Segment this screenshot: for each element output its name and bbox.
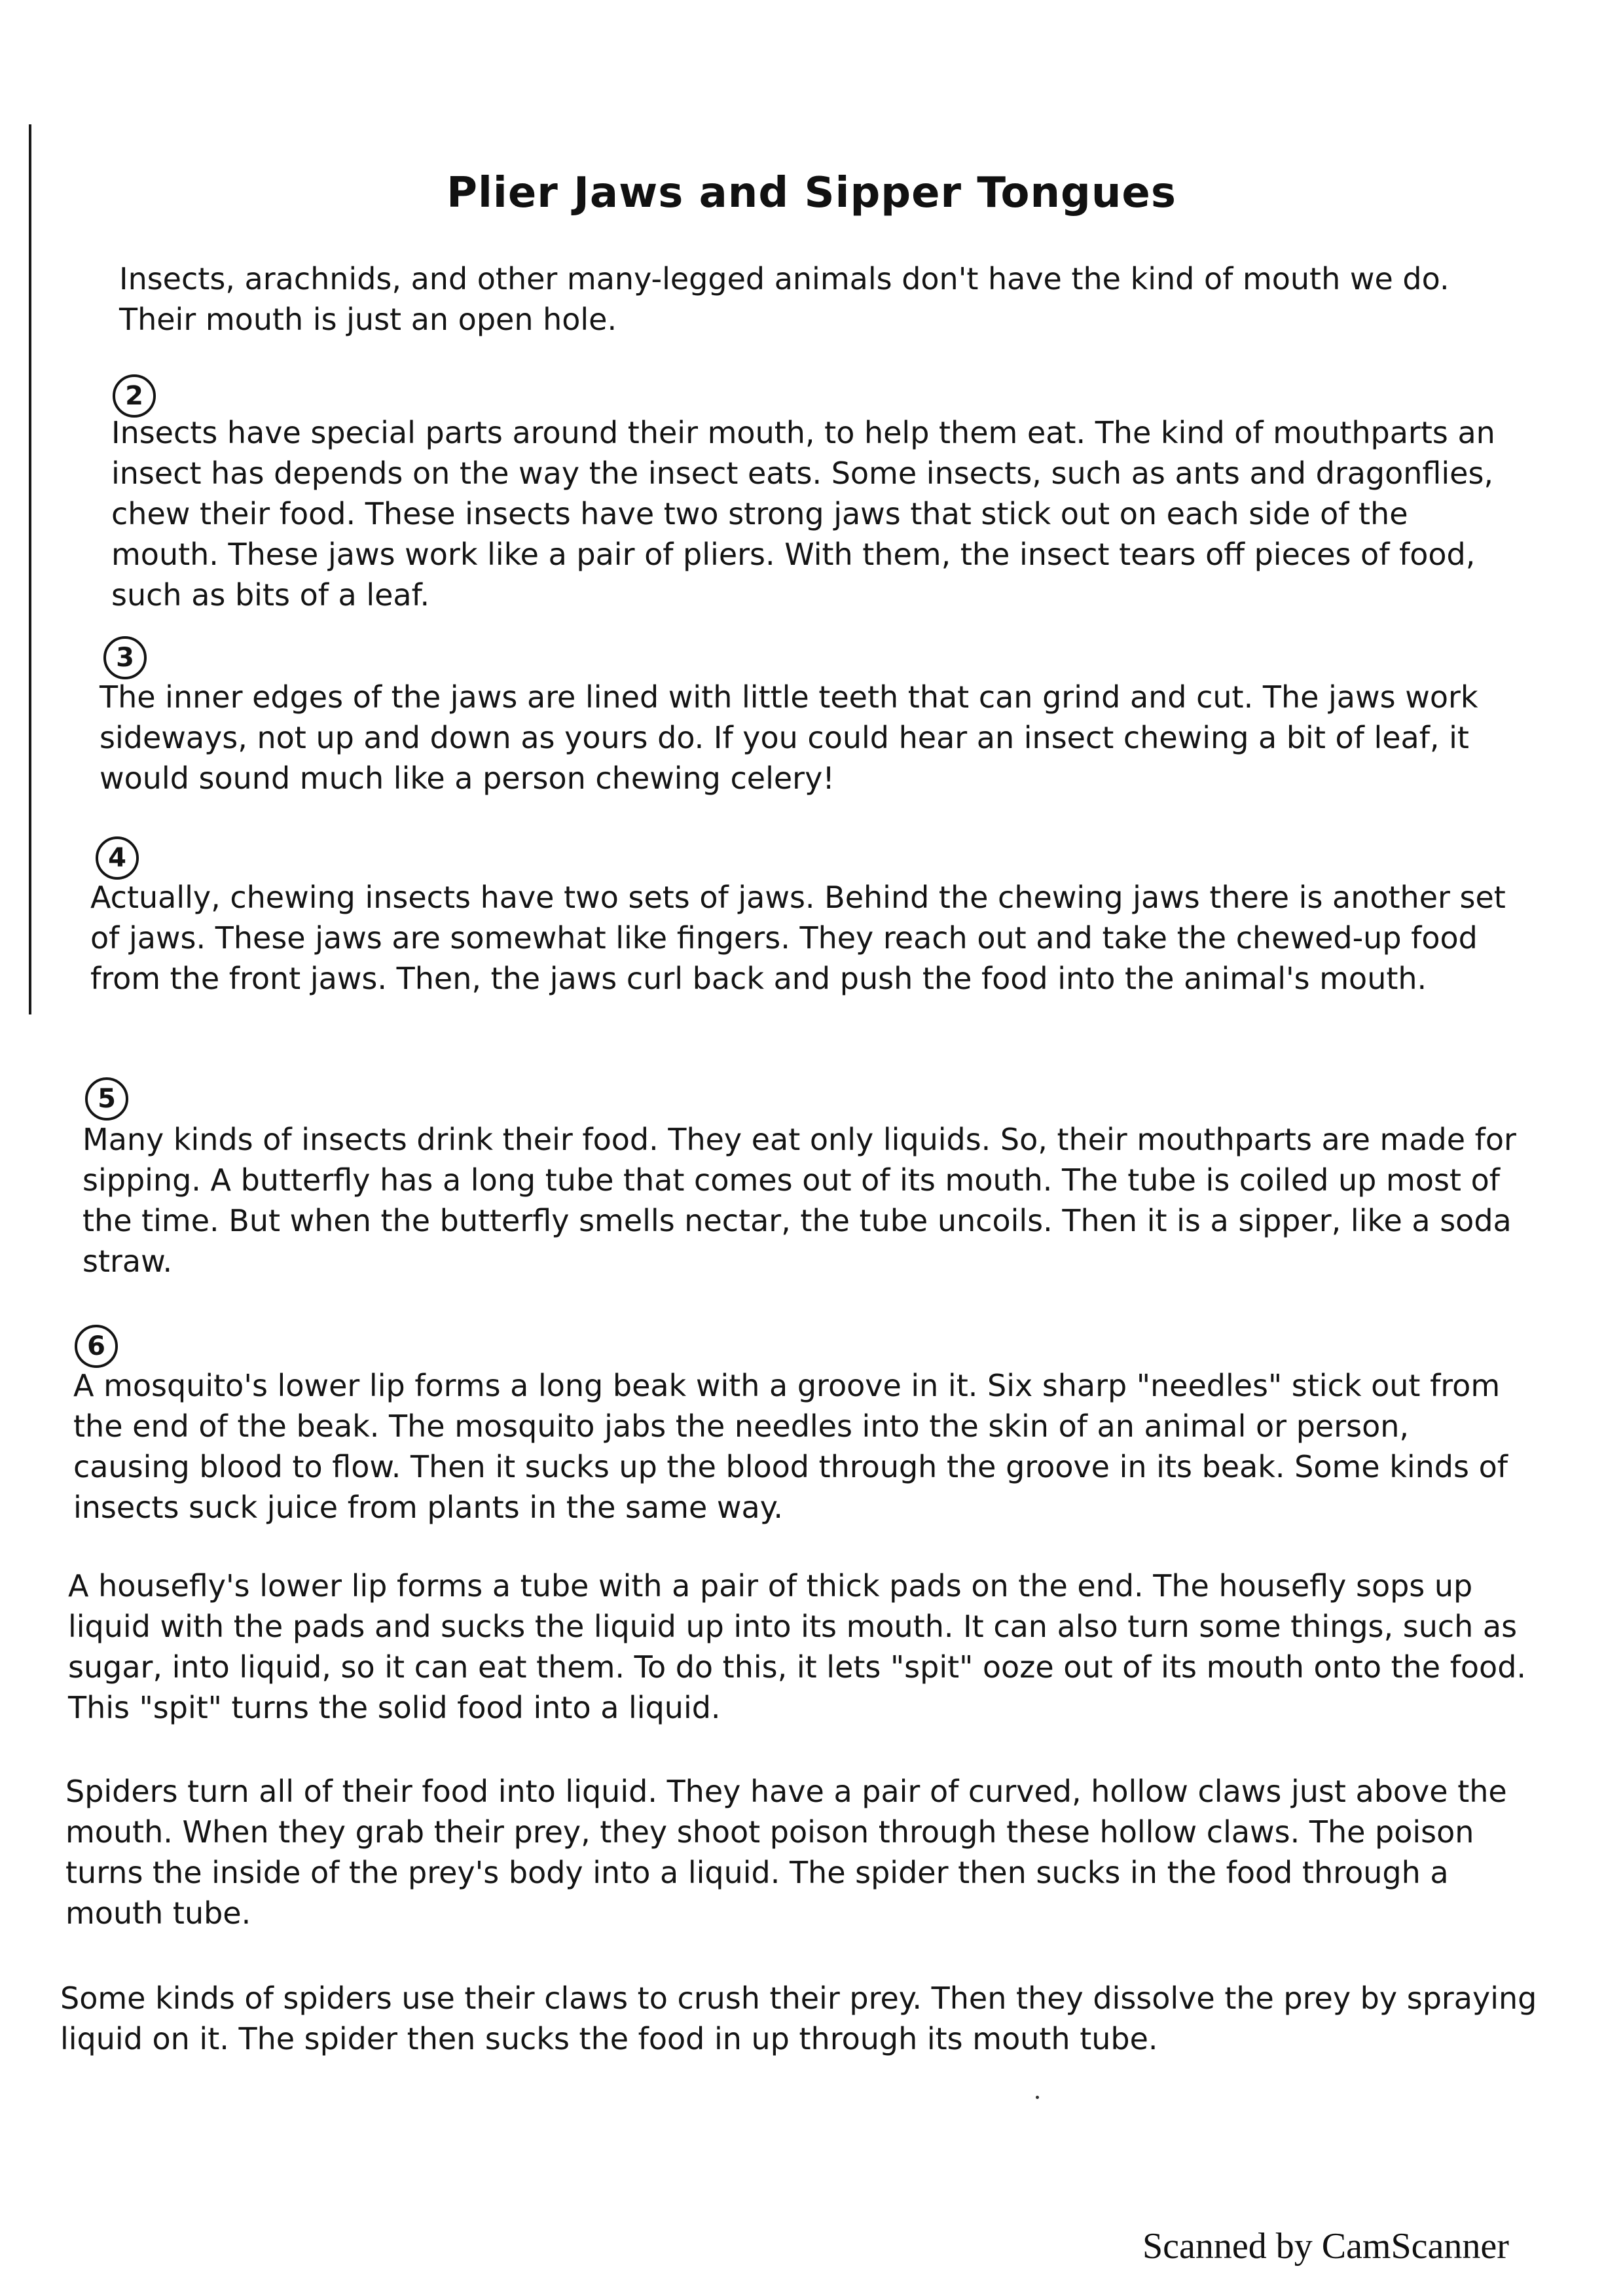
- paragraph-9: Some kinds of spiders use their claws to crush their prey. Then they dissolve the prey by spraying liquid on it. The spider then sucks the food in up through its mouth tube.: [60, 1981, 1537, 2056]
- paragraph-marker-5: 5: [85, 1077, 128, 1121]
- scanner-watermark: Scanned by CamScanner: [1142, 2226, 1509, 2267]
- paragraph-marker-3: 3: [103, 636, 147, 679]
- paragraph-marker-6: 6: [75, 1325, 118, 1368]
- paragraph-2: Insects have special parts around their mouth, to help them eat. The kind of mouthparts an insect has depends on the way the insect eats. Some insects, such as ants and dragonflies, chew their food. These insects have two strong jaws that stick out on each side of the mouth. These jaws work like a pair of pliers. With them, the insect tears off pieces of food, such as bits of a leaf.: [111, 415, 1495, 613]
- paragraph-3: The inner edges of the jaws are lined with little teeth that can grind and cut. The jaws work sideways, not up and down as yours do. If you could hear an insect chewing a bit of leaf, it would sound much like a person chewing celery!: [100, 679, 1478, 796]
- scan-speck: [1036, 2096, 1039, 2099]
- paragraph-5: Many kinds of insects drink their food. They eat only liquids. So, their mouthparts are made for sipping. A butterfly has a long tube that comes out of its mouth. The tube is coiled up most of the time. But when the butterfly smells nectar, the tube uncoils. Then it is a sipper, like a soda straw.: [82, 1122, 1516, 1279]
- page-title: Plier Jaws and Sipper Tongues: [447, 169, 1176, 217]
- paragraph-4: Actually, chewing insects have two sets of jaws. Behind the chewing jaws there is another set of jaws. These jaws are somewhat like fingers. They reach out and take the chewed-up food from the front jaws. Then, the jaws curl back and push the food into the animal's mouth.: [90, 880, 1506, 996]
- scan-edge-line: [29, 124, 31, 1014]
- paragraph-marker-4: 4: [96, 836, 139, 880]
- paragraph-1: Insects, arachnids, and other many-legged animals don't have the kind of mouth we do. Their mouth is just an open hole.: [119, 261, 1450, 337]
- paragraph-marker-2: 2: [113, 374, 156, 418]
- paragraph-7: A housefly's lower lip forms a tube with a pair of thick pads on the end. The housefly sops up liquid with the pads and sucks the liquid up into its mouth. It can also turn some things, such as sugar, into liquid, so it can eat them. To do this, it lets "spit" ooze out of its mouth onto the food. This "spit" turns the solid food into a liquid.: [68, 1568, 1527, 1725]
- paragraph-8: Spiders turn all of their food into liquid. They have a pair of curved, hollow claws just above the mouth. When they grab their prey, they shoot poison through these hollow claws. The poison turns the inside of the prey's body into a liquid. The spider then sucks in the food through a mouth tube.: [65, 1774, 1507, 1931]
- paragraph-6: A mosquito's lower lip forms a long beak with a groove in it. Six sharp "needles" stick out from the end of the beak. The mosquito jabs the needles into the skin of an animal or person, causing blood to flow. Then it sucks up the blood through the groove in its beak. Some kinds of insects suck juice from plants in the same way.: [73, 1368, 1508, 1525]
